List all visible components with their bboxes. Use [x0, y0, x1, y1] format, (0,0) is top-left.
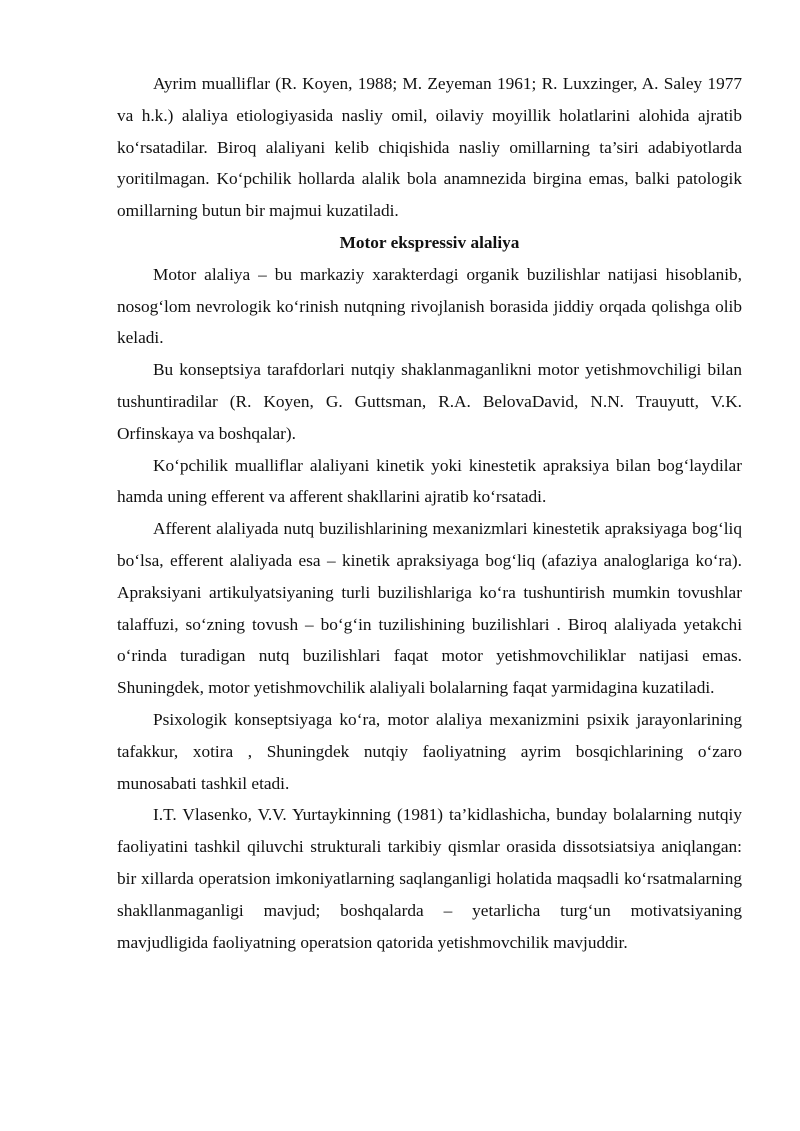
document-page: [117, 68, 742, 958]
paragraph-vlasenko-yurtaykin: I.T. Vlasenko, V.V. Yurtaykinning (1981) ta’kidlashicha, bunday bolalarning nutqiy faoliyatini tashkil qiluvchi strukturali tarkibiy qismlar orasida dissotsiatsiya aniqlangan: bir xillarda operatsion imkoniyatlarning saqlanganligi holatida maqsadli ko‘rsatmalarning shakllanmaganligi mavjud; boshqalarda – yetarlicha turg‘un motivatsiyaning mavjudligida faoliyatning operatsion qatorida yetishmovchilik mavjuddir.: [117, 805, 742, 952]
paragraph-heredity: Ayrim mualliflar (R. Koyen, 1988; M. Zeyeman 1961; R. Luxzinger, A. Saley 1977 va h.k.) alaliya etiologiyasida nasliy omil, oilaviy moyillik holatlarini alohida ajratib ko‘rsatadilar. Biroq alaliyani kelib chiqishida nasliy omillarning ta’siri adabiyotlarda yoritilmagan. Ko‘pchilik hollarda alalik bola anamnezida birgina emas, balki patologik omillarning butun bir majmui kuzatiladi.: [117, 74, 742, 221]
paragraph-psychological-concept: Psixologik konseptsiyaga ko‘ra, motor alaliya mexanizmini psixik jarayonlarining tafakkur, xotira , Shuningdek nutqiy faoliyatning ayrim bosqichlarining o‘zaro munosabati tashkil etadi.: [117, 709, 742, 793]
paragraph-apraxia-link: Ko‘pchilik mualliflar alaliyani kinetik yoki kinestetik apraksiya bilan bog‘laydilar hamda uning efferent va afferent shakllarini ajratib ko‘rsatadi.: [117, 455, 742, 507]
section-heading: Motor ekspressiv alaliya: [339, 232, 520, 252]
paragraph-concept-supporters: Bu konseptsiya tarafdorlari nutqiy shaklanmaganlikni motor yetishmovchiligi bilan tushuntiradilar (R. Koyen, G. Guttsman, R.A. BelovaDavid, N.N. Trauyutt, V.K. Orfinskaya va boshqalar).: [117, 360, 742, 443]
paragraph-afferent-efferent: Afferent alaliyada nutq buzilishlarining mexanizmlari kinestetik apraksiyaga bog‘liq bo‘lsa, efferent alaliyada esa – kinetik apraksiyaga bog‘liq (afaziya analoglariga ko‘ra). Apraksiyani artikulyatsiyaning turli buzilishlariga ko‘ra tushuntirish mumkin tovushlar talaffuzi, so‘zning tovush – bo‘g‘in tuzilishining buzilishlari . Biroq alaliyada yetakchi o‘rinda turadigan nutq buzilishlari faqat motor yetishmovchiliklar natijasi emas. Shuningdek, motor yetishmovchilik alaliyali bolalarning faqat yarmidagina kuzatiladi.: [117, 519, 742, 698]
paragraph-motor-alalia-definition: Motor alaliya – bu markaziy xarakterdagi organik buzilishlar natijasi hisoblanib, nosog‘lom nevrologik ko‘rinish nutqning rivojlanish borasida jiddiy orqada qolishga olib keladi.: [117, 264, 742, 348]
